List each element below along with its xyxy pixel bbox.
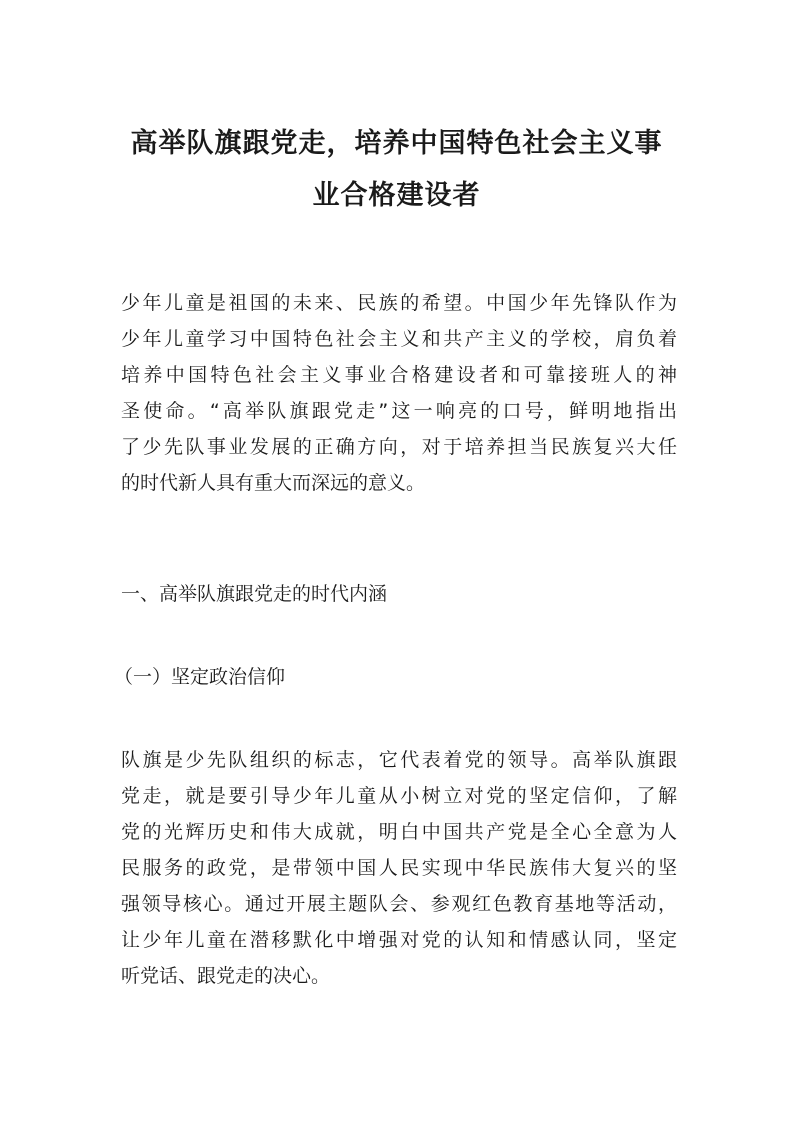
title-line-2: 业合格建设者 [312,180,481,211]
section-heading: 一、高举队旗跟党走的时代内涵 [121,583,388,605]
subsection-heading: （一）坚定政治信仰 [114,666,286,688]
title-line-1: 高举队旗跟党走，培养中国特色社会主义事 [130,128,663,159]
intro-paragraph [121,285,677,501]
intro-line-3: 培养中国特色社会主义事业合格建设者和可靠接班人的神 [121,364,677,386]
document-title [100,118,693,222]
intro-line-5: 了少先队事业发展的正确方向，对于培养担当民族复兴大任 [121,436,677,458]
intro-line-4: 圣使命。“高举队旗跟党走”这一响亮的口号，鲜明地指出 [121,400,677,422]
paragraph-line-3: 党的光辉历史和伟大成就，明白中国共产党是全心全意为人 [121,821,677,843]
paragraph-line-1: 队旗是少先队组织的标志，它代表着党的领导。高举队旗跟 [121,749,677,771]
intro-line-6: 的时代新人具有重大而深远的意义。 [121,472,426,494]
paragraph-line-6: 让少年儿童在潜移默化中增强对党的认知和情感认同，坚定 [121,929,677,951]
paragraph-line-4: 民服务的政党，是带领中国人民实现中华民族伟大复兴的坚 [121,857,677,879]
intro-line-1: 少年儿童是祖国的未来、民族的希望。中国少年先锋队作为 [121,292,677,314]
paragraph-line-7: 听党话、跟党走的决心。 [121,965,331,987]
body-paragraph [121,742,677,994]
paragraph-line-5: 强领导核心。通过开展主题队会、参观红色教育基地等活动， [121,893,677,915]
paragraph-line-2: 党走，就是要引导少年儿童从小树立对党的坚定信仰，了解 [121,785,677,807]
intro-line-2: 少年儿童学习中国特色社会主义和共产主义的学校，肩负着 [121,328,677,350]
